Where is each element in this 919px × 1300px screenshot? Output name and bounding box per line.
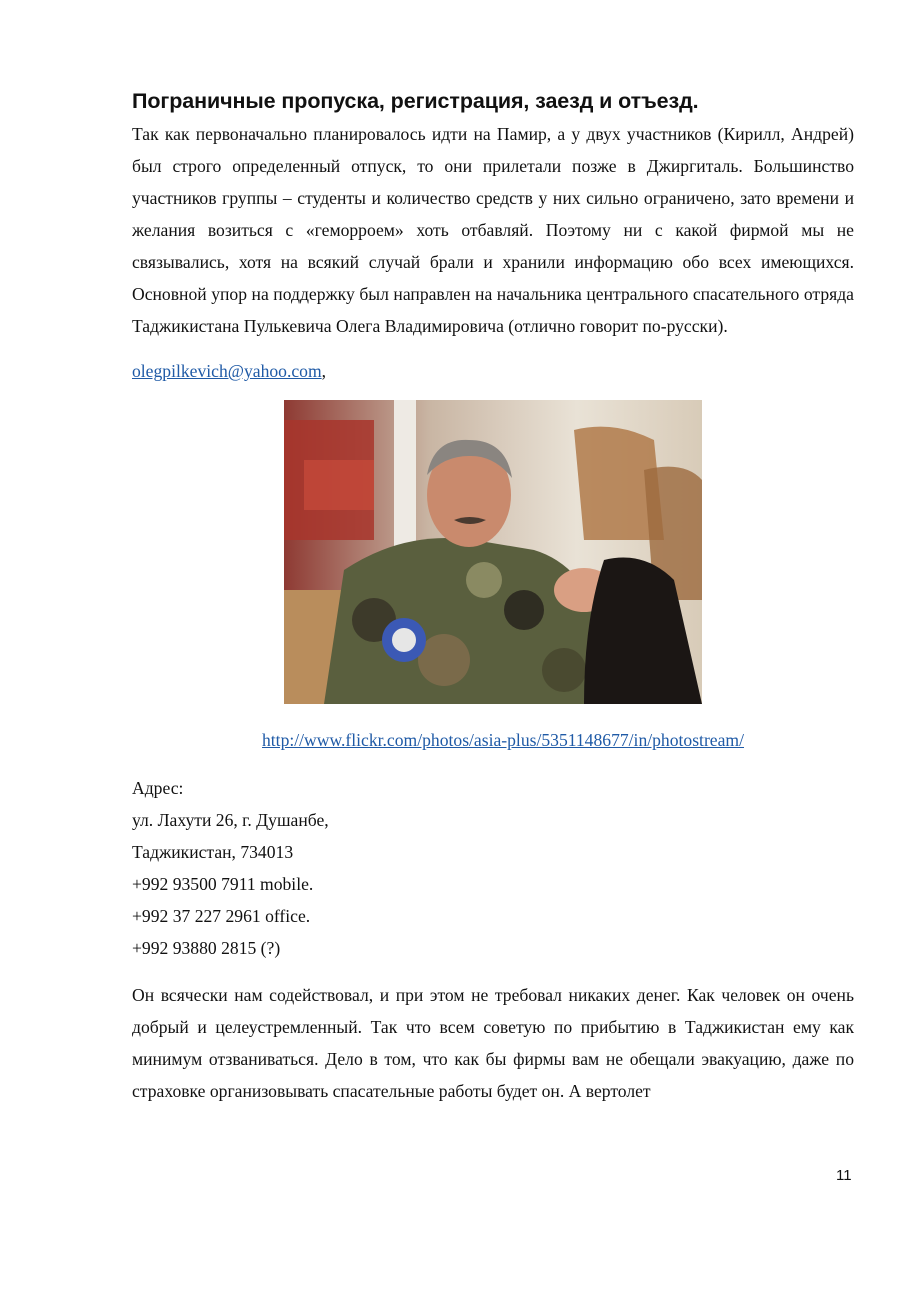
document-page bbox=[132, 86, 854, 1107]
phone-mobile: +992 93500 7911 mobile. bbox=[132, 874, 314, 894]
address-street: ул. Лахути 26, г. Душанбе, bbox=[132, 810, 329, 830]
photo-container bbox=[132, 400, 854, 704]
phone-other: +992 93880 2815 (?) bbox=[132, 938, 281, 958]
email-suffix: , bbox=[321, 361, 327, 381]
email-line bbox=[132, 356, 854, 386]
portrait-photo-icon bbox=[284, 400, 702, 704]
address-block bbox=[132, 772, 854, 964]
photo-source-link[interactable]: http://www.flickr.com/photos/asia-plus/5351148677/in/photostream/ bbox=[262, 730, 744, 750]
photo-url-line bbox=[132, 725, 854, 755]
page-number: 11 bbox=[836, 1167, 852, 1184]
phone-office: +992 37 227 2961 office. bbox=[132, 906, 311, 926]
paragraph-intro: Так как первоначально планировалось идти на Памир, а у двух участников (Кирилл, Андрей) был строго определенный отпуск, то они прилетали позже в Джиргиталь. Большинство участников группы – студенты и количество средств у них сильно ограничено, зато времени и желания возиться с «геморроем» хоть отбавляй. Поэтому ни с какой фирмой мы не связывались, хотя на всякий случай брали и хранили информацию обо всех имеющихся. Основной упор на поддержку был направлен на начальника центрального спасательного отряда Таджикистана Пулькевича Олега Владимировича (отлично говорит по-русски). bbox=[132, 124, 854, 336]
email-link[interactable]: olegpilkevich@yahoo.com bbox=[132, 361, 322, 381]
paragraph-closing: Он всячески нам содействовал, и при этом не требовал никаких денег. Как человек он очень добрый и целеустремленный. Так что всем советую по прибытию в Таджикистан ему как минимум отзваниваться. Дело в том, что как бы фирмы вам не обещали эвакуацию, даже по страховке организовывать спасательные работы будет он. А вертолет bbox=[132, 985, 854, 1101]
section-heading: Пограничные пропуска, регистрация, заезд и отъезд. bbox=[132, 89, 699, 113]
address-country: Таджикистан, 734013 bbox=[132, 842, 294, 862]
address-label: Адрес: bbox=[132, 778, 184, 798]
